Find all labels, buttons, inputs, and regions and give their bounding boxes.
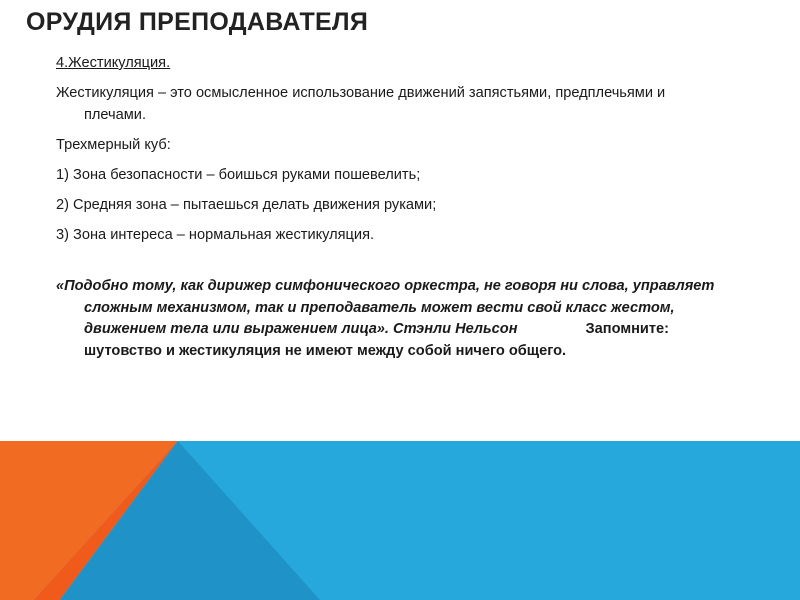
zone-item: 3) Зона интереса – нормальная жестикуляция. [56,227,375,243]
cube-label: Трехмерный куб: [56,137,171,153]
quote-text: «Подобно тому, как дирижер симфонического оркестра, не говоря ни слова, управляет сложным механизмом, так и преподаватель может вести свой класс жестом, движением тела или выражением лица». Стэнли Нельсон [56,278,715,337]
orange-corner-shape [34,441,178,600]
slide-body [56,52,716,362]
blue-triangle-shape [60,441,320,600]
definition-text: Жестикуляция – это осмысленное использование движений запястьями, предплечьями и плечами. [56,85,666,123]
blue-band-shape [0,441,800,600]
quote-block [56,276,716,362]
note-text: Запомните: шутовство и жестикуляция не имеют между собой ничего общего. [84,321,670,359]
section-heading: 4.Жестикуляция. [56,55,171,71]
slide-title: ОРУДИЯ ПРЕПОДАВАТЕЛЯ [26,8,369,36]
zone-item: 1) Зона безопасности – боишься руками пошевелить; [56,167,421,183]
orange-triangle-shape [0,441,178,600]
zone-item: 2) Средняя зона – пытаешься делать движения руками; [56,197,437,213]
